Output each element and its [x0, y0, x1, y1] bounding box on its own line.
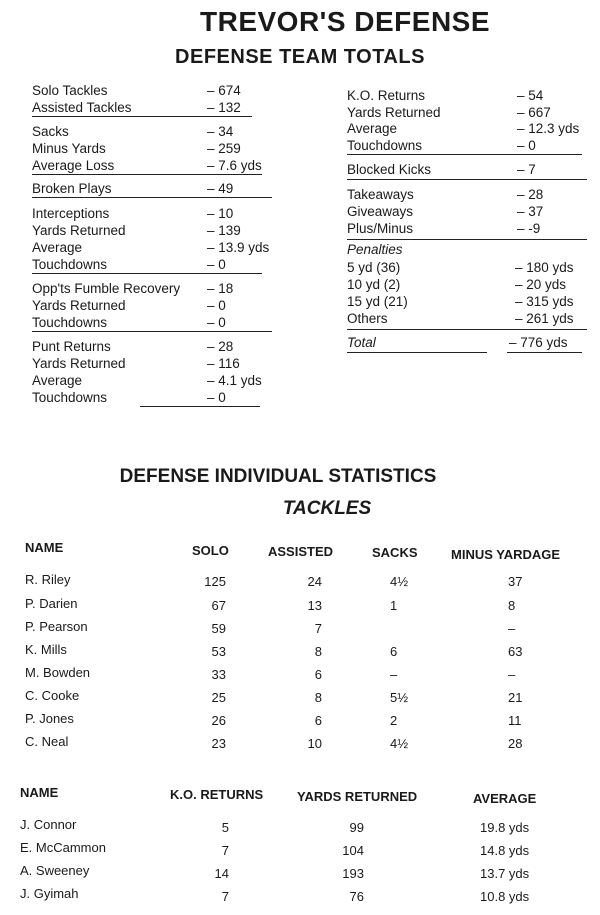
divider-line: [347, 352, 487, 353]
stat-row: [347, 220, 592, 237]
stat-label: Interceptions: [32, 206, 110, 221]
stat-row: [32, 140, 282, 157]
stat-value: – 28: [207, 338, 233, 355]
stat-value: – 0: [207, 297, 226, 314]
stat-value: – 667: [517, 104, 551, 121]
table-cell: 76: [349, 889, 364, 904]
stat-value: – 37: [517, 203, 543, 220]
table-cell: J. Gyimah: [20, 886, 79, 901]
stat-value: – 139: [207, 222, 241, 239]
table-cell: 13: [307, 598, 322, 613]
stat-label: Punt Returns: [32, 339, 111, 354]
penalty-value: – 261 yds: [515, 310, 574, 327]
table-cell: 11: [508, 713, 522, 728]
table-cell: 5: [221, 820, 229, 835]
table-cell: 2: [390, 713, 398, 728]
table-cell: 7: [314, 621, 322, 636]
stat-label: Yards Returned: [32, 298, 126, 313]
divider-line: [347, 239, 587, 240]
stat-value: – 132: [207, 99, 241, 116]
table-row: [0, 711, 600, 729]
column-header: SOLO: [192, 543, 229, 558]
table-cell: –: [508, 621, 516, 636]
column-header: NAME: [25, 540, 64, 555]
stat-value: – 28: [517, 186, 543, 203]
table-cell: J. Connor: [20, 817, 77, 832]
table-cell: 24: [307, 574, 322, 589]
stat-value: – 18: [207, 280, 233, 297]
table-cell: 26: [211, 713, 226, 728]
stat-row: [32, 123, 282, 140]
stat-label: Yards Returned: [347, 105, 441, 120]
table-cell: 33: [211, 667, 226, 682]
stat-label: Touchdowns: [32, 257, 108, 272]
table-row: [0, 619, 600, 637]
stat-value: – 34: [207, 123, 233, 140]
table-cell: 5½: [390, 690, 409, 705]
penalty-row: [347, 293, 592, 310]
table-cell: P. Pearson: [25, 619, 88, 634]
table-row: [0, 817, 600, 835]
table-cell: 10.8 yds: [480, 889, 530, 904]
stat-label: Solo Tackles: [32, 83, 108, 98]
table-cell: 1: [390, 598, 398, 613]
table-row: [0, 886, 600, 904]
divider-line: [507, 352, 582, 353]
stat-label: Minus Yards: [32, 141, 106, 156]
table-cell: 6: [314, 713, 322, 728]
stat-value: – 7.6 yds: [207, 157, 262, 174]
table-cell: 8: [508, 598, 516, 613]
table-cell: 37: [508, 574, 523, 589]
table-cell: 25: [211, 690, 226, 705]
table-row: [0, 840, 600, 858]
team-totals-left: [32, 82, 282, 412]
penalty-row: [347, 259, 592, 276]
stat-row: [347, 120, 592, 137]
divider-line: [32, 116, 252, 117]
stat-row: [32, 256, 282, 273]
stat-row: [347, 161, 592, 178]
ko-returns-table: [0, 785, 600, 910]
stat-label: K.O. Returns: [347, 88, 426, 103]
stat-row: [347, 137, 592, 154]
table-cell: 23: [211, 736, 226, 751]
stat-label: Assisted Tackles: [32, 100, 132, 115]
table-cell: 59: [211, 621, 226, 636]
penalty-total-row: [347, 334, 592, 351]
table-row: [0, 863, 600, 881]
table-cell: 104: [342, 843, 364, 858]
penalty-label: Others: [347, 311, 388, 326]
table-cell: M. Bowden: [25, 665, 91, 680]
stat-row: [347, 203, 592, 220]
penalty-label: 5 yd (36): [347, 260, 401, 275]
stat-row: [32, 297, 282, 314]
divider-line: [347, 329, 587, 330]
stat-value: – 54: [517, 87, 543, 104]
divider-line: [32, 331, 272, 332]
stat-row: [32, 180, 282, 197]
stat-label: Average: [32, 240, 83, 255]
stat-value: – 13.9 yds: [207, 239, 269, 256]
table-row: [0, 596, 600, 614]
table-cell: 10: [307, 736, 322, 751]
stat-label: Touchdowns: [32, 390, 108, 405]
table-cell: 125: [204, 574, 226, 589]
table-cell: 193: [342, 866, 364, 881]
table-cell: A. Sweeney: [20, 863, 90, 878]
column-header: SACKS: [372, 545, 418, 560]
table-cell: P. Jones: [25, 711, 74, 726]
stat-row: [347, 104, 592, 121]
table-cell: 8: [314, 644, 322, 659]
divider-line: [140, 406, 260, 407]
stat-row: [32, 355, 282, 372]
table-row: [0, 734, 600, 752]
table-row: [0, 572, 600, 590]
divider-line: [347, 179, 587, 180]
divider-line: [32, 174, 262, 175]
stat-label: Broken Plays: [32, 181, 112, 196]
tackles-table: [0, 540, 600, 755]
stat-label: Average: [32, 373, 83, 388]
penalty-value: – 180 yds: [515, 259, 574, 276]
table-cell: 13.7 yds: [480, 866, 530, 881]
table-cell: 6: [390, 644, 398, 659]
stat-label: Yards Returned: [32, 356, 126, 371]
stat-label: Average: [347, 121, 398, 136]
stat-row: [347, 87, 592, 104]
stat-row: [32, 222, 282, 239]
table-cell: –: [508, 667, 516, 682]
table-cell: 21: [508, 690, 523, 705]
penalty-value: – 315 yds: [515, 293, 574, 310]
divider-line: [347, 154, 582, 155]
column-header: K.O. RETURNS: [170, 787, 264, 802]
stat-label: Average Loss: [32, 158, 115, 173]
stat-value: – -9: [517, 220, 540, 237]
stat-label: Yards Returned: [32, 223, 126, 238]
penalties-heading: Penalties: [347, 242, 403, 257]
penalty-label: 15 yd (21): [347, 294, 408, 309]
stat-row: [32, 372, 282, 389]
table-cell: 14.8 yds: [480, 843, 530, 858]
table-cell: 67: [211, 598, 226, 613]
stat-value: – 4.1 yds: [207, 372, 262, 389]
stat-value: – 10: [207, 205, 233, 222]
table-cell: 7: [221, 843, 229, 858]
penalty-value: – 20 yds: [515, 276, 566, 293]
table-cell: E. McCammon: [20, 840, 106, 855]
table-cell: C. Neal: [25, 734, 69, 749]
table-cell: R. Riley: [25, 572, 71, 587]
stat-row: [32, 338, 282, 355]
stat-label: Giveaways: [347, 204, 414, 219]
penalty-label: 10 yd (2): [347, 277, 401, 292]
stat-label: Takeaways: [347, 187, 414, 202]
stat-value: – 12.3 yds: [517, 120, 579, 137]
tackles-subtitle: TACKLES: [282, 498, 372, 519]
table-row: [0, 665, 600, 683]
stat-row: [32, 314, 282, 331]
stat-row: [32, 205, 282, 222]
stat-value: – 116: [207, 355, 240, 372]
stat-value: – 0: [207, 256, 226, 273]
stat-label: Touchdowns: [347, 138, 423, 153]
stat-label: Blocked Kicks: [347, 162, 432, 177]
table-cell: 53: [211, 644, 226, 659]
column-header: AVERAGE: [473, 791, 537, 806]
stat-label: Opp'ts Fumble Recovery: [32, 281, 181, 296]
penalty-total-label: Total: [347, 335, 376, 350]
stat-value: – 0: [207, 314, 226, 331]
penalty-row: [347, 310, 592, 327]
stat-value: – 49: [207, 180, 233, 197]
stat-row: [32, 239, 282, 256]
penalty-row: [347, 276, 592, 293]
page-title: TREVOR'S DEFENSE: [200, 6, 491, 37]
table-cell: 14: [214, 866, 229, 881]
penalty-total-value: – 776 yds: [509, 334, 568, 351]
stat-value: – 0: [207, 389, 226, 406]
stat-label: Plus/Minus: [347, 221, 414, 236]
stat-row: [32, 82, 282, 99]
stat-row: [32, 280, 282, 297]
column-header: ASSISTED: [268, 544, 334, 559]
column-header: YARDS RETURNED: [297, 789, 418, 804]
table-cell: 4½: [390, 736, 409, 751]
stat-value: – 7: [517, 161, 536, 178]
stat-value: – 259: [207, 140, 241, 157]
column-header: MINUS YARDAGE: [451, 547, 561, 562]
page-subtitle: DEFENSE TEAM TOTALS: [175, 46, 425, 68]
table-cell: 63: [508, 644, 523, 659]
stat-value: – 674: [207, 82, 241, 99]
stat-value: – 0: [517, 137, 536, 154]
stat-label: Touchdowns: [32, 315, 108, 330]
table-cell: 19.8 yds: [480, 820, 530, 835]
table-cell: K. Mills: [25, 642, 67, 657]
team-totals-right: [347, 87, 592, 357]
table-cell: 28: [508, 736, 523, 751]
table-cell: 6: [314, 667, 322, 682]
table-cell: 7: [221, 889, 229, 904]
table-cell: –: [390, 667, 398, 682]
divider-line: [32, 273, 262, 274]
table-row: [0, 688, 600, 706]
table-cell: 99: [349, 820, 364, 835]
divider-line: [32, 197, 272, 198]
table-row: [0, 642, 600, 660]
table-cell: 4½: [390, 574, 409, 589]
table-cell: C. Cooke: [25, 688, 80, 703]
stat-row: [347, 186, 592, 203]
stat-row: [32, 99, 282, 116]
stat-label: Sacks: [32, 124, 69, 139]
table-cell: 8: [314, 690, 322, 705]
stat-row: [32, 157, 282, 174]
table-cell: P. Darien: [25, 596, 78, 611]
column-header: NAME: [20, 785, 59, 800]
individual-stats-title: DEFENSE INDIVIDUAL STATISTICS: [119, 466, 437, 487]
stat-row: [32, 389, 282, 406]
